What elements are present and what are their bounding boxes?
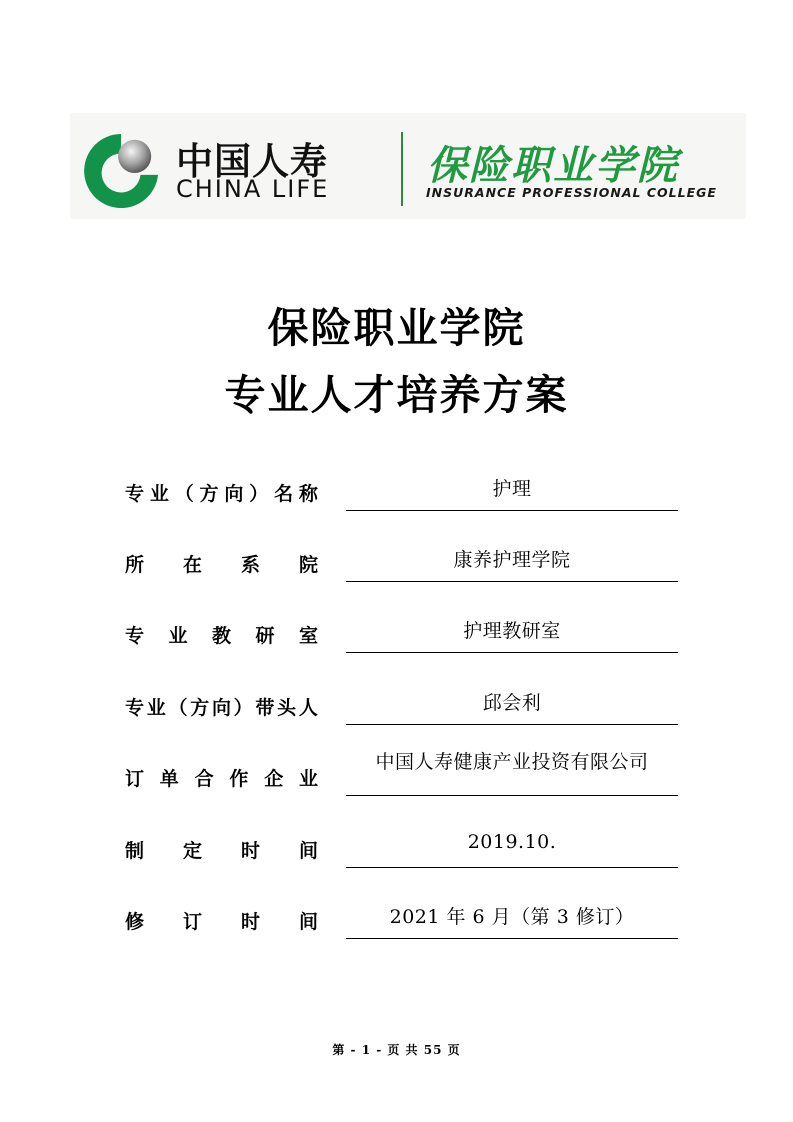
field-underline (346, 652, 678, 653)
header-banner (70, 113, 746, 219)
field-label: 所 在 系 院 (125, 553, 318, 576)
field-row-major (0, 472, 793, 532)
field-label: 专 业 教 研 室 (125, 624, 318, 647)
document-title-line2: 专业人才培养方案 (224, 371, 569, 419)
china-life-chinese-name: 中国人寿 (176, 140, 328, 183)
college-chinese-name: 保险职业学院 (427, 142, 679, 189)
college-english-name: INSURANCE PROFESSIONAL COLLEGE (426, 185, 717, 200)
field-underline (346, 510, 678, 511)
field-row-department (0, 543, 793, 603)
field-row-leader (0, 686, 793, 746)
logo-divider (401, 132, 403, 206)
field-underline (346, 867, 678, 868)
field-value: 康养护理学院 (453, 549, 571, 571)
field-value: 护理教研室 (463, 620, 561, 642)
china-life-english-name: CHINA LIFE (176, 175, 330, 203)
field-underline (346, 938, 678, 939)
field-row-created-time (0, 829, 793, 889)
field-underline (346, 724, 678, 725)
field-row-revised-time (0, 900, 793, 960)
document-title-line1: 保险职业学院 (267, 304, 526, 352)
field-row-partner-company (0, 751, 793, 817)
field-value: 2019.10. (467, 831, 557, 853)
field-underline (346, 581, 678, 582)
field-underline (346, 795, 678, 796)
field-value: 护理 (492, 478, 532, 500)
field-label: 修 订 时 间 (125, 910, 318, 933)
field-label: 专 业 （ 方 向 ） 名 称 (125, 482, 318, 505)
field-value: 邱会利 (482, 692, 542, 714)
field-label: 订 单 合 作 企 业 (125, 767, 318, 790)
field-value: 中国人寿健康产业投资有限公司 (375, 751, 649, 773)
china-life-logo-icon (82, 132, 160, 210)
field-row-teaching-office (0, 614, 793, 674)
field-value: 2021 年 6 月（第 3 修订） (389, 906, 635, 928)
page-number-footer: 第 - 1 - 页 共 55 页 (332, 1043, 461, 1057)
field-label: 制 定 时 间 (125, 839, 318, 862)
field-label: 专 业 （ 方 向 ） 带 头 人 (125, 696, 318, 719)
